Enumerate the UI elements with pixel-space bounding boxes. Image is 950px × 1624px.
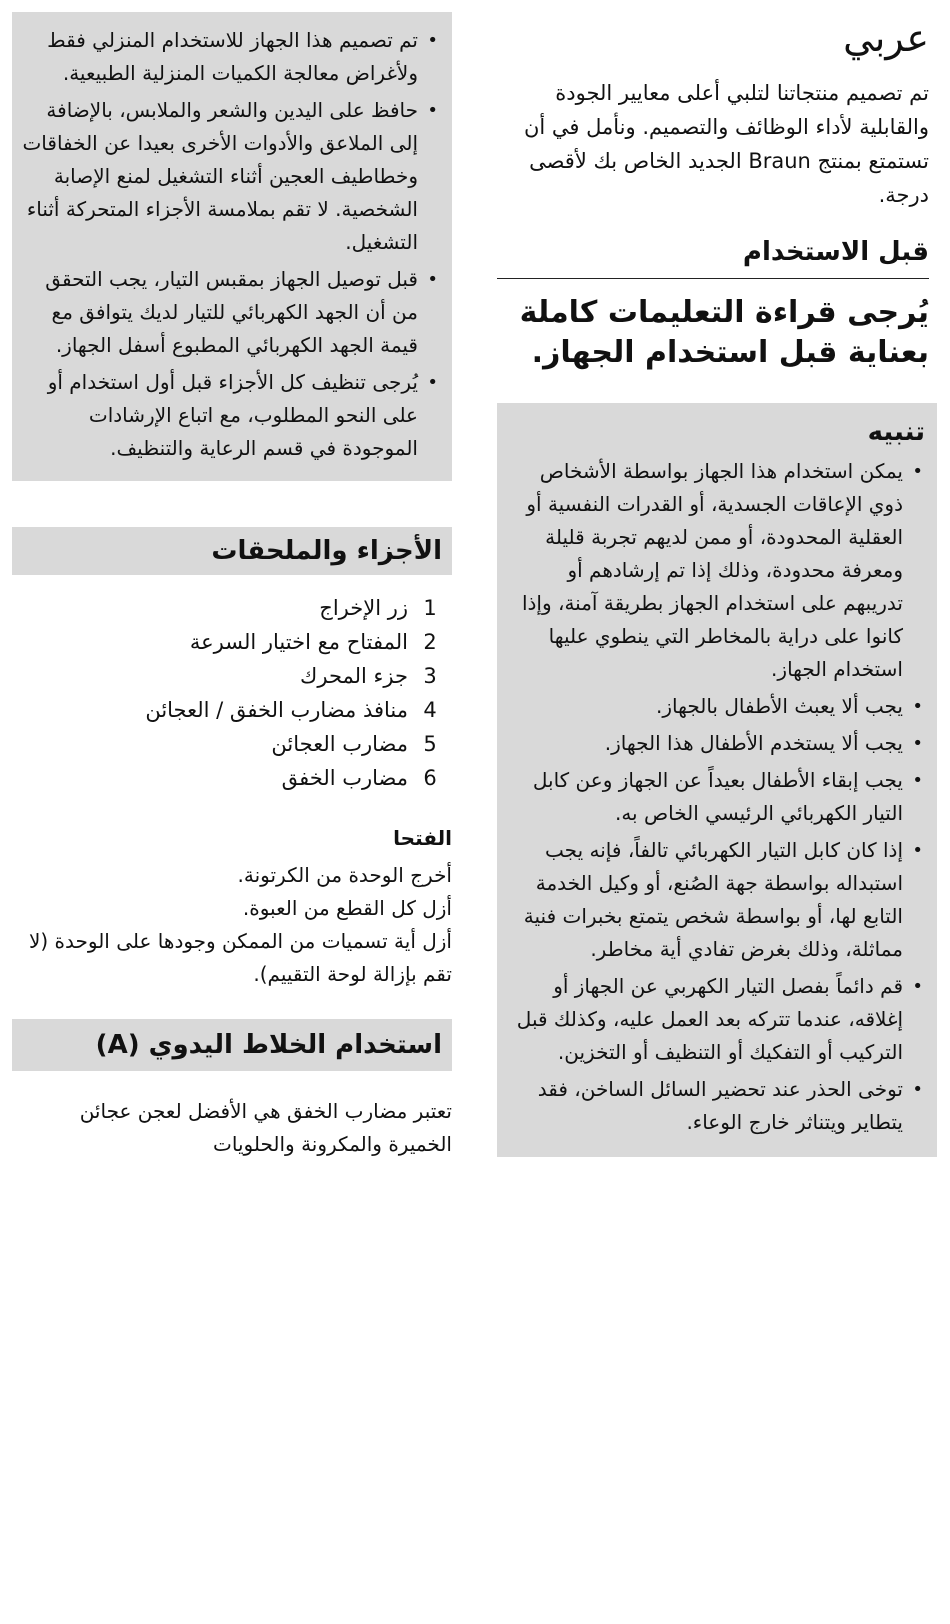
part-label: جزء المحرك	[300, 664, 408, 688]
parts-list	[12, 591, 452, 795]
right-column	[497, 12, 937, 1157]
part-number: 3	[423, 664, 437, 688]
bullet-icon: •	[427, 372, 438, 393]
parts-item	[12, 761, 452, 795]
part-number: 1	[423, 596, 437, 620]
hand-mixer-heading: استخدام الخلاط اليدوي (A)	[12, 1019, 452, 1071]
part-label: المفتاح مع اختيار السرعة	[189, 630, 408, 654]
parts-item	[12, 727, 452, 761]
bullet-icon: •	[427, 100, 438, 121]
safety-item: • يُرجى تنظيف كل الأجزاء قبل أول استخدام أو على النحو المطلوب، مع اتباع الإرشادات الموجودة في قسم الرعاية والتنظيف.	[22, 366, 440, 465]
bullet-icon: •	[427, 269, 438, 290]
parts-item	[12, 659, 452, 693]
unpacking-text	[12, 859, 452, 991]
part-label: زر الإخراج	[319, 596, 408, 620]
unpacking-title: الفتحا	[393, 826, 452, 850]
bullet-icon: •	[912, 770, 923, 791]
part-number: 6	[423, 766, 437, 790]
before-use-heading: قبل الاستخدام	[497, 234, 929, 279]
bullet-icon: •	[912, 696, 923, 717]
warning-title: تنبيه	[867, 417, 925, 447]
left-column	[12, 12, 452, 1161]
language-title: عربي	[843, 16, 929, 60]
read-instructions-notice: يُرجى قراءة التعليمات كاملة بعناية قبل استخدام الجهاز.	[519, 295, 929, 370]
unpacking-line: أزل كل القطع من العبوة.	[242, 896, 452, 920]
safety-item: • قبل توصيل الجهاز بمقبس التيار، يجب التحقق من أن الجهد الكهربائي للتيار لديك يتوافق مع قيمة الجهد الكهربائي المطبوع أسفل الجهاز.	[22, 263, 440, 362]
warning-item: • يجب ألا يعبث الأطفال بالجهاز.	[507, 690, 925, 723]
safety-list	[22, 24, 440, 465]
bullet-icon: •	[912, 461, 923, 482]
bullet-icon: •	[912, 976, 923, 997]
bullet-icon: •	[912, 733, 923, 754]
warning-item: • يجب ألا يستخدم الأطفال هذا الجهاز.	[507, 727, 925, 760]
part-label: مضارب الخفق	[281, 766, 408, 790]
warning-box	[497, 403, 937, 1157]
warning-list	[507, 455, 925, 1139]
bullet-icon: •	[912, 1079, 923, 1100]
safety-item: • تم تصميم هذا الجهاز للاستخدام المنزلي فقط ولأغراض معالجة الكميات المنزلية الطبيعية.	[22, 24, 440, 90]
unpacking-line: أزل أية تسميات من الممكن وجودها على الوحدة (لا تقم بإزالة لوحة التقييم).	[28, 929, 452, 986]
bullet-icon: •	[912, 840, 923, 861]
parts-item	[12, 591, 452, 625]
part-label: مضارب العجائن	[271, 732, 408, 756]
parts-item	[12, 693, 452, 727]
bullet-icon: •	[427, 30, 438, 51]
warning-item: • يجب إبقاء الأطفال بعيداً عن الجهاز وعن كابل التيار الكهربائي الرئيسي الخاص به.	[507, 764, 925, 830]
warning-item: • توخى الحذر عند تحضير السائل الساخن، فقد يتطاير ويتناثر خارج الوعاء.	[507, 1073, 925, 1139]
warning-item: • يمكن استخدام هذا الجهاز بواسطة الأشخاص ذوي الإعاقات الجسدية، أو القدرات النفسية أو العقلية المحدودة، أو ممن لديهم تجربة قليلة ومعرفة محدودة، وذلك إذا تم إرشادهم أو تدريبهم على استخدام الجهاز بطريقة آمنة، وإذا كانوا على دراية بالمخاطر التي ينطوي عليها استخدام الجهاز.	[507, 455, 925, 686]
parts-heading: الأجزاء والملحقات	[12, 527, 452, 575]
part-number: 2	[423, 630, 437, 654]
hand-mixer-text: تعتبر مضارب الخفق هي الأفضل لعجن عجائن الخميرة والمكرونة والحلويات	[79, 1099, 452, 1156]
parts-item	[12, 625, 452, 659]
unpacking-line: أخرج الوحدة من الكرتونة.	[237, 863, 452, 887]
intro-paragraph: تم تصميم منتجاتنا لتلبي أعلى معايير الجودة والقابلية لأداء الوظائف والتصميم. ونأمل في أن تستمتع بمنتج Braun الجديد الخاص بك لأقصى درجة.	[523, 81, 929, 207]
part-number: 4	[423, 698, 437, 722]
safety-item: • حافظ على اليدين والشعر والملابس، بالإضافة إلى الملاعق والأدوات الأخرى بعيدا عن الخفاقات وخطاطيف العجين أثناء التشغيل لمنع الإصابة الشخصية. لا تقم بملامسة الأجزاء المتحركة أثناء التشغيل.	[22, 94, 440, 259]
warning-item: • قم دائماً بفصل التيار الكهربي عن الجهاز أو إغلاقه، عندما تتركه بعد العمل عليه، وكذلك قبل التركيب أو التفكيك أو التنظيف أو التخزين.	[507, 970, 925, 1069]
part-label: منافذ مضارب الخفق / العجائن	[145, 698, 408, 722]
warning-item: • إذا كان كابل التيار الكهربائي تالفاً، فإنه يجب استبداله بواسطة جهة الصُنع، أو وكيل الخدمة التابع لها، أو بواسطة شخص يتمتع بخبرات فنية مماثلة، وذلك بغرض تفادي أية مخاطر.	[507, 834, 925, 966]
safety-box	[12, 12, 452, 481]
part-number: 5	[423, 732, 437, 756]
